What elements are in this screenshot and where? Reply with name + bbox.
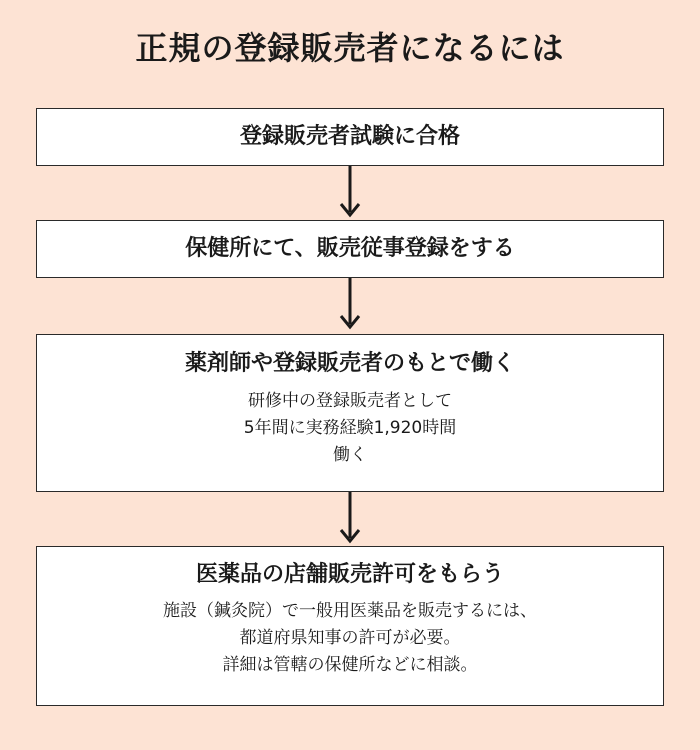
description-line: 施設（鍼灸院）で一般用医薬品を販売するには、 bbox=[163, 601, 537, 621]
step-description bbox=[37, 598, 663, 679]
step-registration bbox=[36, 220, 664, 278]
description-line: 働く bbox=[333, 445, 367, 465]
page-title: 正規の登録販売者になるには bbox=[135, 29, 565, 67]
step-title: 登録販売者試験に合格 bbox=[239, 124, 460, 149]
step-title: 薬剤師や登録販売者のもとで働く bbox=[184, 351, 515, 376]
arrow-down-icon bbox=[338, 166, 362, 220]
step-title: 医薬品の店舗販売許可をもらう bbox=[195, 562, 504, 587]
description-line: 5年間に実務経験1,920時間 bbox=[243, 418, 457, 438]
step-description bbox=[37, 388, 663, 469]
description-line: 詳細は管轄の保健所などに相談。 bbox=[222, 655, 478, 675]
step-work-experience bbox=[36, 334, 664, 492]
description-line: 研修中の登録販売者として bbox=[248, 391, 452, 411]
description-line: 都道府県知事の許可が必要。 bbox=[239, 628, 461, 648]
arrow-down-icon bbox=[338, 278, 362, 332]
step-pass-exam bbox=[36, 108, 664, 166]
step-title: 保健所にて、販売従事登録をする bbox=[185, 236, 515, 261]
arrow-down-icon bbox=[338, 492, 362, 546]
step-store-permit bbox=[36, 546, 664, 706]
